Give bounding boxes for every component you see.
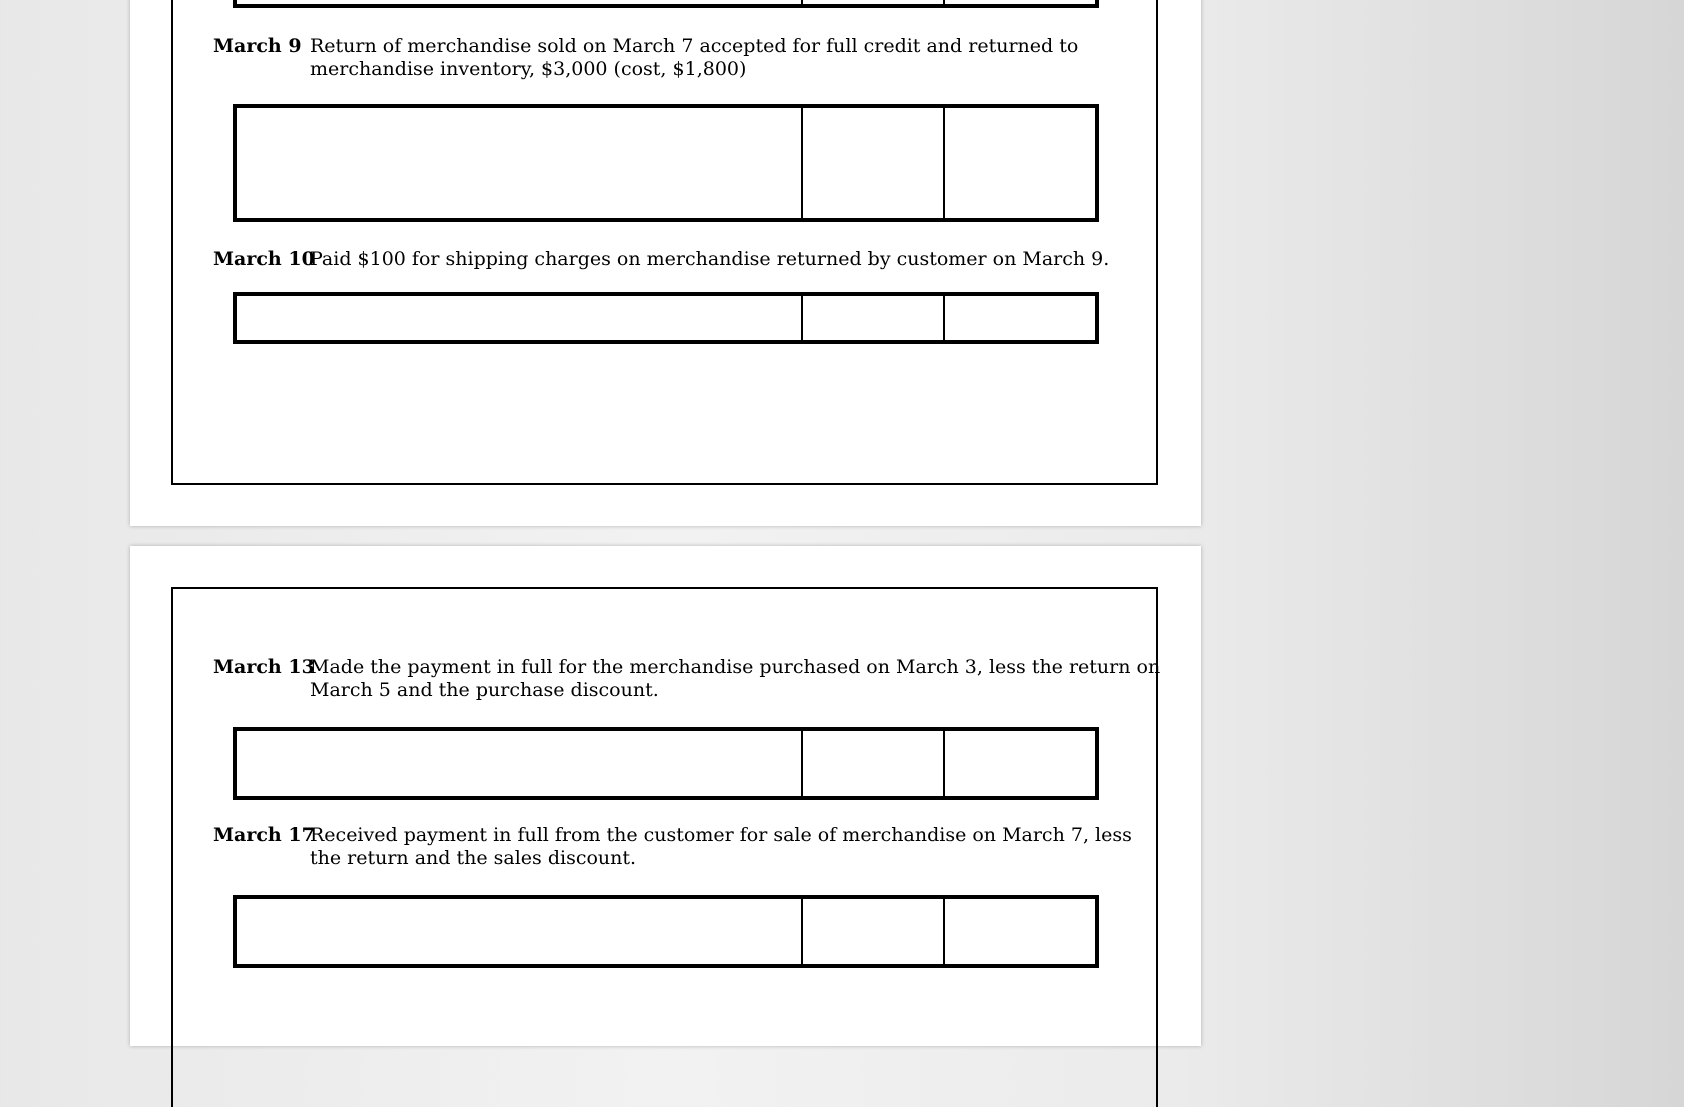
transaction-date: March 10: [213, 248, 315, 270]
transaction-description: Made the payment in full for the merchandise purchased on March 3, less the return on March 5 and the purchase discount.: [310, 656, 1161, 701]
debit-column-divider: [801, 899, 803, 964]
debit-column-divider: [801, 108, 803, 218]
journal-entry-box-march-13[interactable]: [233, 727, 1099, 800]
journal-entry-box-march-9[interactable]: [233, 104, 1099, 222]
debit-column-divider: [801, 0, 803, 4]
transaction-date: March 13: [213, 656, 315, 678]
credit-column-divider: [943, 899, 945, 964]
transaction-march-10: [213, 248, 1163, 271]
journal-entry-box-previous[interactable]: [233, 0, 1099, 8]
transaction-date: March 17: [213, 824, 315, 846]
document-page-2: [130, 546, 1201, 1046]
journal-entry-box-march-10[interactable]: [233, 292, 1099, 344]
credit-column-divider: [943, 0, 945, 4]
credit-column-divider: [943, 108, 945, 218]
transaction-march-9: [213, 35, 1163, 81]
transaction-description: Paid $100 for shipping charges on merchandise returned by customer on March 9.: [310, 248, 1110, 270]
journal-entry-box-march-17[interactable]: [233, 895, 1099, 968]
transaction-description: Return of merchandise sold on March 7 accepted for full credit and returned to merchandise inventory, $3,000 (cost, $1,800): [310, 35, 1079, 80]
debit-column-divider: [801, 731, 803, 796]
debit-column-divider: [801, 296, 803, 340]
transaction-march-17: [213, 824, 1163, 870]
credit-column-divider: [943, 296, 945, 340]
transaction-description: Received payment in full from the customer for sale of merchandise on March 7, less the return and the sales discount.: [310, 824, 1132, 869]
credit-column-divider: [943, 731, 945, 796]
document-page-1: [130, 0, 1201, 526]
transaction-date: March 9: [213, 35, 302, 57]
transaction-march-13: [213, 656, 1163, 702]
